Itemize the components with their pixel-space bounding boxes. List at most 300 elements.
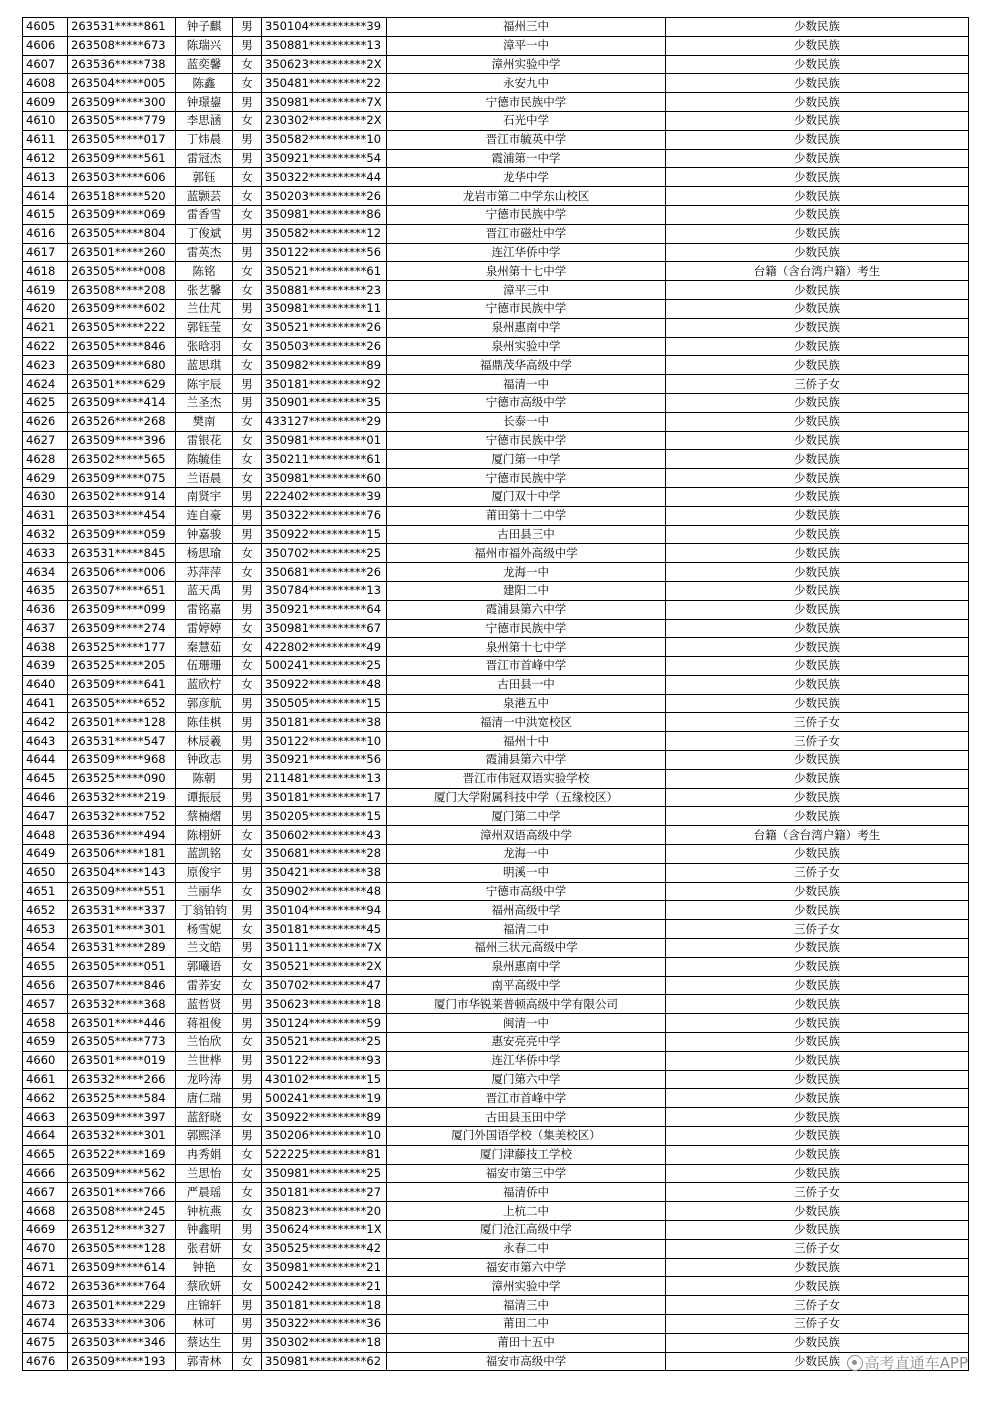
gender: 男 [233,299,262,318]
row-number: 4619 [23,281,68,300]
exam-number: 263505*****804 [68,224,176,243]
school-name: 古田县三中 [387,525,666,544]
row-number: 4673 [23,1296,68,1315]
exam-number: 263501*****766 [68,1183,176,1202]
exam-number: 263505*****222 [68,318,176,337]
category: 少数民族 [666,901,969,920]
category: 少数民族 [666,995,969,1014]
row-number: 4655 [23,957,68,976]
table-row [23,1352,969,1371]
row-number: 4670 [23,1239,68,1258]
gender: 女 [233,657,262,676]
student-name: 郭熙泽 [176,1127,233,1146]
table-row [23,1127,969,1146]
student-name: 蓝奕馨 [176,55,233,74]
student-name: 庄锦轩 [176,1296,233,1315]
school-name: 龙海一中 [387,845,666,864]
school-name: 宁德市民族中学 [387,469,666,488]
table-row [23,149,969,168]
gender: 女 [233,469,262,488]
school-name: 惠安亮亮中学 [387,1033,666,1052]
table-body [23,18,969,1371]
app-watermark [847,1352,968,1373]
school-name: 厦门第二中学 [387,807,666,826]
gender: 男 [233,581,262,600]
school-name: 宁德市民族中学 [387,619,666,638]
student-name: 蓝凯铭 [176,845,233,864]
row-number: 4614 [23,187,68,206]
student-name: 兰怡欣 [176,1033,233,1052]
school-name: 泉州第十七中学 [387,638,666,657]
table-row [23,544,969,563]
id-number: 350181**********92 [262,375,387,394]
table-row [23,563,969,582]
row-number: 4617 [23,243,68,262]
gender: 男 [233,224,262,243]
exam-number: 263502*****914 [68,487,176,506]
school-name: 宁德市民族中学 [387,205,666,224]
id-number: 350921**********56 [262,751,387,770]
id-number: 350981**********67 [262,619,387,638]
exam-number: 263525*****177 [68,638,176,657]
exam-number: 263506*****006 [68,563,176,582]
category: 少数民族 [666,638,969,657]
category: 少数民族 [666,1202,969,1221]
school-name: 福安市第六中学 [387,1258,666,1277]
category: 少数民族 [666,205,969,224]
student-name: 钟鑫明 [176,1221,233,1240]
student-name: 陈朝 [176,769,233,788]
table-row [23,187,969,206]
exam-number: 263509*****075 [68,469,176,488]
student-name: 蓝思琪 [176,356,233,375]
category: 少数民族 [666,431,969,450]
student-name: 秦慧茹 [176,638,233,657]
exam-number: 263509*****397 [68,1108,176,1127]
table-row [23,675,969,694]
row-number: 4674 [23,1314,68,1333]
school-name: 晋江市首峰中学 [387,1089,666,1108]
student-name: 郭彦航 [176,694,233,713]
row-number: 4630 [23,487,68,506]
table-row [23,901,969,920]
exam-number: 263509*****414 [68,393,176,412]
gender: 男 [233,901,262,920]
category: 少数民族 [666,469,969,488]
gender: 女 [233,262,262,281]
id-number: 350322**********76 [262,506,387,525]
student-name: 钟杭燕 [176,1202,233,1221]
gender: 女 [233,1258,262,1277]
id-number: 350203**********26 [262,187,387,206]
id-number: 350322**********44 [262,168,387,187]
gender: 女 [233,1202,262,1221]
gender: 女 [233,168,262,187]
id-number: 350902**********48 [262,882,387,901]
school-name: 宁德市高级中学 [387,393,666,412]
table-row [23,619,969,638]
table-row [23,1333,969,1352]
row-number: 4620 [23,299,68,318]
school-name: 泉州惠南中学 [387,957,666,976]
row-number: 4613 [23,168,68,187]
category: 少数民族 [666,412,969,431]
table-row [23,281,969,300]
category: 三侨子女 [666,1296,969,1315]
student-name: 兰语晨 [176,469,233,488]
gender: 女 [233,675,262,694]
id-number: 350181**********18 [262,1296,387,1315]
row-number: 4621 [23,318,68,337]
school-name: 宁德市高级中学 [387,882,666,901]
gender: 男 [233,1314,262,1333]
school-name: 古田县玉田中学 [387,1108,666,1127]
row-number: 4609 [23,93,68,112]
table-row [23,976,969,995]
table-row [23,525,969,544]
exam-number: 263526*****268 [68,412,176,431]
category: 三侨子女 [666,732,969,751]
student-name: 陈佳棋 [176,713,233,732]
gender: 男 [233,243,262,262]
row-number: 4628 [23,450,68,469]
id-number: 500242**********21 [262,1277,387,1296]
category: 少数民族 [666,976,969,995]
gender: 女 [233,1277,262,1296]
school-name: 上杭二中 [387,1202,666,1221]
category: 少数民族 [666,1145,969,1164]
gender: 女 [233,55,262,74]
school-name: 福州十中 [387,732,666,751]
school-name: 漳平一中 [387,36,666,55]
category: 少数民族 [666,356,969,375]
id-number: 350521**********2X [262,957,387,976]
row-number: 4645 [23,769,68,788]
id-number: 350981**********60 [262,469,387,488]
id-number: 350681**********28 [262,845,387,864]
exam-number: 263536*****764 [68,1277,176,1296]
id-number: 500241**********19 [262,1089,387,1108]
id-number: 211481**********13 [262,769,387,788]
id-number: 230302**********2X [262,111,387,130]
gender: 女 [233,1164,262,1183]
gender: 男 [233,375,262,394]
table-row [23,732,969,751]
exam-number: 263505*****128 [68,1239,176,1258]
exam-number: 263502*****565 [68,450,176,469]
school-name: 龙海一中 [387,563,666,582]
table-row [23,826,969,845]
school-name: 厦门第六中学 [387,1070,666,1089]
table-row [23,487,969,506]
school-name: 福清一中洪宽校区 [387,713,666,732]
exam-number: 263505*****652 [68,694,176,713]
student-name: 兰丽华 [176,882,233,901]
gender: 男 [233,694,262,713]
id-number: 350582**********10 [262,130,387,149]
gender: 女 [233,826,262,845]
row-number: 4606 [23,36,68,55]
exam-number: 263503*****346 [68,1333,176,1352]
school-name: 福州三中 [387,18,666,37]
student-name: 钟璟鋆 [176,93,233,112]
gender: 男 [233,393,262,412]
exam-number: 263509*****551 [68,882,176,901]
category: 少数民族 [666,581,969,600]
category: 少数民族 [666,657,969,676]
gender: 男 [233,713,262,732]
table-row [23,243,969,262]
gender: 男 [233,1070,262,1089]
student-name: 雷香雪 [176,205,233,224]
gender: 男 [233,1051,262,1070]
row-number: 4648 [23,826,68,845]
table-row [23,1277,969,1296]
school-name: 南平高级中学 [387,976,666,995]
exam-number: 263522*****169 [68,1145,176,1164]
table-row [23,1296,969,1315]
exam-number: 263508*****673 [68,36,176,55]
category: 少数民族 [666,187,969,206]
school-name: 霞浦第一中学 [387,149,666,168]
exam-number: 263525*****090 [68,769,176,788]
table-row [23,807,969,826]
student-name: 钟艳 [176,1258,233,1277]
row-number: 4654 [23,939,68,958]
exam-number: 263533*****306 [68,1314,176,1333]
table-row [23,845,969,864]
school-name: 福清三中 [387,1296,666,1315]
school-name: 漳平三中 [387,281,666,300]
school-name: 福清一中 [387,375,666,394]
school-name: 连江华侨中学 [387,1051,666,1070]
school-name: 霞浦县第六中学 [387,751,666,770]
category: 少数民族 [666,694,969,713]
id-number: 350525**********42 [262,1239,387,1258]
exam-number: 263536*****494 [68,826,176,845]
exam-number: 263501*****019 [68,1051,176,1070]
exam-number: 263509*****069 [68,205,176,224]
exam-number: 263531*****289 [68,939,176,958]
student-name: 苏萍萍 [176,563,233,582]
id-number: 350922**********48 [262,675,387,694]
gender: 女 [233,957,262,976]
exam-number: 263504*****005 [68,74,176,93]
exam-number: 263501*****128 [68,713,176,732]
id-number: 350211**********61 [262,450,387,469]
table-row [23,939,969,958]
category: 少数民族 [666,751,969,770]
category: 少数民族 [666,93,969,112]
gender: 男 [233,788,262,807]
id-number: 350205**********15 [262,807,387,826]
school-name: 漳州双语高级中学 [387,826,666,845]
exam-number: 263509*****300 [68,93,176,112]
table-row [23,1258,969,1277]
id-number: 350823**********20 [262,1202,387,1221]
id-number: 350981**********21 [262,1258,387,1277]
exam-number: 263532*****368 [68,995,176,1014]
category: 少数民族 [666,1258,969,1277]
school-name: 泉州惠南中学 [387,318,666,337]
exam-number: 263505*****051 [68,957,176,976]
row-number: 4665 [23,1145,68,1164]
id-number: 350784**********13 [262,581,387,600]
school-name: 厦门市华锐莱普顿高级中学有限公司 [387,995,666,1014]
exam-number: 263525*****205 [68,657,176,676]
gender: 女 [233,187,262,206]
gender: 女 [233,544,262,563]
student-name: 林可 [176,1314,233,1333]
table-row [23,1145,969,1164]
category: 少数民族 [666,393,969,412]
gender: 女 [233,1239,262,1258]
student-name: 南贤宇 [176,487,233,506]
table-row [23,130,969,149]
category: 少数民族 [666,506,969,525]
id-number: 350111**********7X [262,939,387,958]
exam-number: 263509*****602 [68,299,176,318]
gender: 女 [233,205,262,224]
table-row [23,1089,969,1108]
school-name: 龙华中学 [387,168,666,187]
gender: 男 [233,93,262,112]
id-number: 350181**********38 [262,713,387,732]
student-name: 张君妍 [176,1239,233,1258]
student-name: 唐仁瑞 [176,1089,233,1108]
exam-number: 263532*****301 [68,1127,176,1146]
school-name: 建阳二中 [387,581,666,600]
table-row [23,469,969,488]
gender: 女 [233,318,262,337]
table-row [23,920,969,939]
category: 少数民族 [666,130,969,149]
gender: 女 [233,1033,262,1052]
school-name: 厦门第一中学 [387,450,666,469]
id-number: 350181**********17 [262,788,387,807]
category: 少数民族 [666,600,969,619]
category: 少数民族 [666,1014,969,1033]
gender: 男 [233,506,262,525]
row-number: 4611 [23,130,68,149]
category: 三侨子女 [666,920,969,939]
table-row [23,18,969,37]
table-row [23,657,969,676]
school-name: 泉州第十七中学 [387,262,666,281]
student-name: 严晨瑶 [176,1183,233,1202]
gender: 男 [233,807,262,826]
school-name: 福州市福外高级中学 [387,544,666,563]
school-name: 晋江市伟冠双语实验学校 [387,769,666,788]
exam-number: 263505*****773 [68,1033,176,1052]
row-number: 4664 [23,1127,68,1146]
school-name: 福清二中 [387,920,666,939]
id-number: 350124**********59 [262,1014,387,1033]
id-number: 350503**********26 [262,337,387,356]
gender: 女 [233,1145,262,1164]
table-row [23,1183,969,1202]
category: 少数民族 [666,675,969,694]
row-number: 4642 [23,713,68,732]
student-name: 陈毓佳 [176,450,233,469]
school-name: 晋江市磁灶中学 [387,224,666,243]
student-name: 丁翁铂钧 [176,901,233,920]
category: 少数民族 [666,243,969,262]
gender: 男 [233,995,262,1014]
table-row [23,600,969,619]
category: 少数民族 [666,111,969,130]
row-number: 4659 [23,1033,68,1052]
row-number: 4634 [23,563,68,582]
student-name: 陈栩妍 [176,826,233,845]
id-number: 222402**********39 [262,487,387,506]
row-number: 4646 [23,788,68,807]
category: 台籍（含台湾户籍）考生 [666,826,969,845]
gender: 男 [233,732,262,751]
exam-number: 263509*****641 [68,675,176,694]
row-number: 4641 [23,694,68,713]
gender: 女 [233,281,262,300]
student-name: 冉秀娟 [176,1145,233,1164]
student-name: 蓝哲贤 [176,995,233,1014]
id-number: 350481**********22 [262,74,387,93]
school-name: 霞浦县第六中学 [387,600,666,619]
gender: 男 [233,1296,262,1315]
id-number: 522225**********81 [262,1145,387,1164]
id-number: 430102**********15 [262,1070,387,1089]
gender: 女 [233,1352,262,1371]
row-number: 4643 [23,732,68,751]
id-number: 350122**********93 [262,1051,387,1070]
student-name: 丁俊斌 [176,224,233,243]
student-name: 蓝颢芸 [176,187,233,206]
exam-number: 263505*****008 [68,262,176,281]
category: 少数民族 [666,563,969,582]
gender: 女 [233,450,262,469]
id-number: 350104**********39 [262,18,387,37]
school-name: 莆田第十二中学 [387,506,666,525]
category: 三侨子女 [666,1314,969,1333]
school-name: 厦门津藤技工学校 [387,1145,666,1164]
row-number: 4662 [23,1089,68,1108]
school-name: 厦门双十中学 [387,487,666,506]
gender: 女 [233,74,262,93]
exam-number: 263501*****629 [68,375,176,394]
category: 少数民族 [666,149,969,168]
student-name: 樊南 [176,412,233,431]
school-name: 晋江市毓英中学 [387,130,666,149]
gender: 男 [233,1127,262,1146]
exam-number: 263509*****193 [68,1352,176,1371]
gender: 女 [233,845,262,864]
table-row [23,1051,969,1070]
id-number: 350981**********7X [262,93,387,112]
student-name: 钟嘉骏 [176,525,233,544]
student-name: 雷荞安 [176,976,233,995]
school-name: 福鼎茂华高级中学 [387,356,666,375]
exam-number: 263501*****260 [68,243,176,262]
table-row [23,581,969,600]
student-name: 郭钰 [176,168,233,187]
id-number: 350624**********1X [262,1221,387,1240]
id-number: 350505**********15 [262,694,387,713]
category: 少数民族 [666,1070,969,1089]
category: 少数民族 [666,318,969,337]
category: 少数民族 [666,1108,969,1127]
exam-number: 263505*****846 [68,337,176,356]
student-name: 雷冠杰 [176,149,233,168]
row-number: 4656 [23,976,68,995]
